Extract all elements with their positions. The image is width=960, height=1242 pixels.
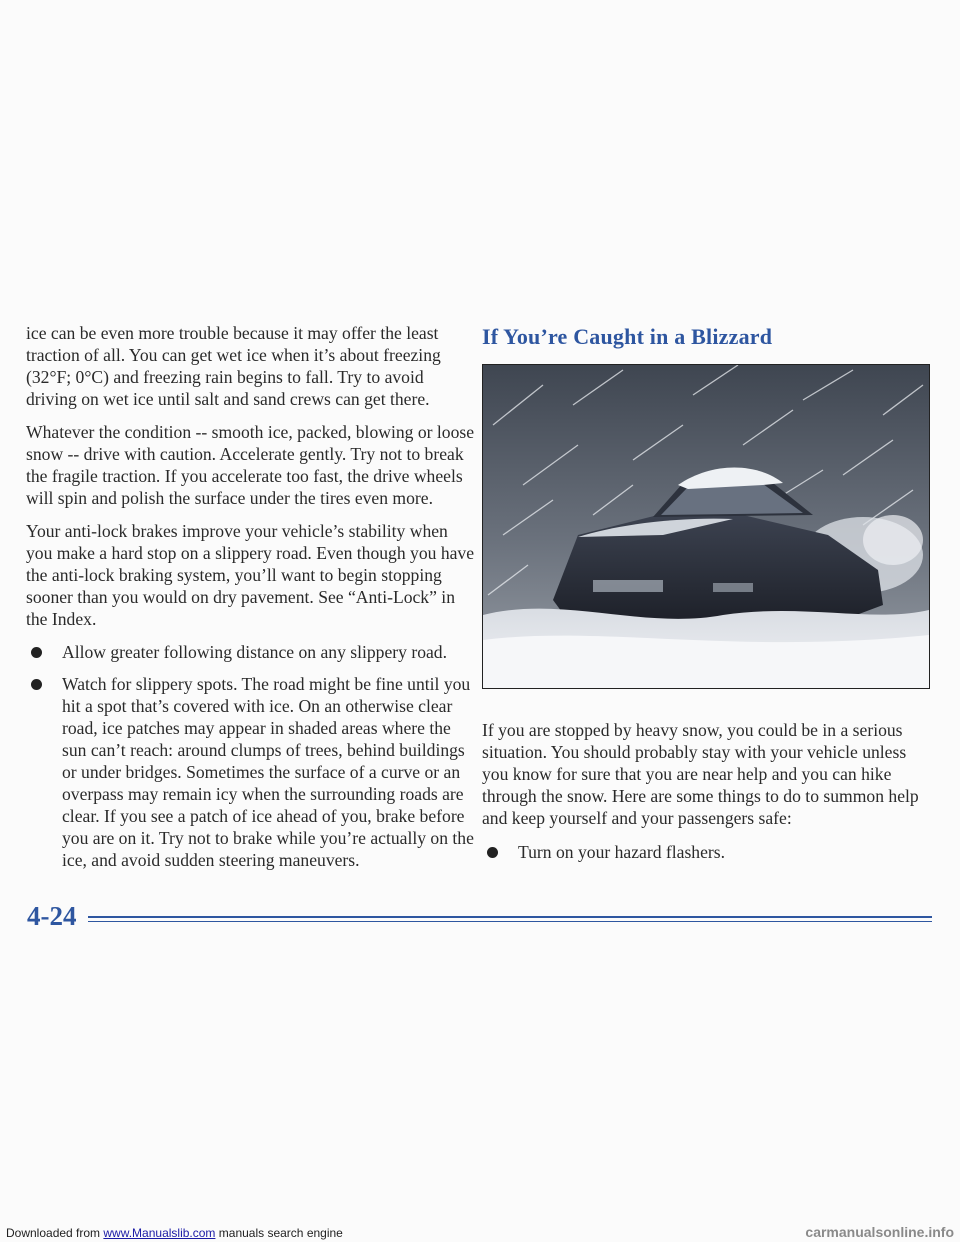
right-column: [482, 322, 934, 873]
bullet-icon: [31, 679, 42, 690]
bullet-text: Turn on your hazard flashers.: [518, 842, 726, 862]
paragraph-drive-caution: Whatever the condition -- smooth ice, packed, blowing or loose snow -- drive with caution. Accelerate gently. Try not to break the fragile traction. If you accelerate too fast, the drive wheels will spin and polish the surface under the tires even more.: [26, 422, 475, 508]
left-column: [26, 322, 478, 881]
section-heading: If You’re Caught in a Blizzard: [482, 324, 773, 349]
paragraph-wet-ice: ice can be even more trouble because it may offer the least traction of all. You can get wet ice when it’s about freezing (32°F; 0°C) and freezing rain begins to fall. Try to avoid driving on wet ice until salt and sand crews can get there.: [26, 323, 441, 409]
watermark: carmanualsonline.info: [805, 1224, 954, 1240]
left-bullet-list: [26, 641, 478, 871]
right-bullet-list: [482, 841, 934, 863]
bullet-text: Allow greater following distance on any slippery road.: [62, 642, 448, 662]
page-footer: [0, 898, 960, 938]
paragraph-stopped-by-snow: If you are stopped by heavy snow, you could be in a serious situation. You should probably stay with your vehicle unless you know for sure that you are near help and you can hike through the snow. Here are some things to do to summon help and keep yourself and your passengers safe:: [482, 720, 919, 828]
page-number: 4-24: [27, 901, 77, 931]
manualslib-link[interactable]: www.Manualslib.com: [103, 1226, 216, 1240]
bullet-icon: [487, 847, 498, 858]
list-item: [26, 641, 478, 663]
download-prefix: Downloaded from: [6, 1226, 104, 1240]
blizzard-car-photo: [482, 364, 930, 689]
paragraph-anti-lock: Your anti-lock brakes improve your vehicle’s stability when you make a hard stop on a slippery road. Even though you have the anti-lock braking system, you’ll want to begin stopping sooner than you would on dry pavement. See “Anti-Lock” in the Index.: [26, 521, 475, 629]
download-bar: [6, 1226, 343, 1240]
list-item: [482, 841, 934, 863]
list-item: [26, 673, 478, 871]
footer-rule-thin: [88, 921, 932, 922]
bullet-icon: [31, 647, 42, 658]
footer-rule: [88, 916, 932, 918]
bullet-text: Watch for slippery spots. The road might be fine until you hit a spot that’s covered with ice. On an otherwise clear road, ice patches may appear in shaded areas where the sun can’t reach: around clumps of trees, behind buildings or under bridges. Sometimes the surface of a curve or an overpass may remain icy when the surrounding roads are clear. If you see a patch of ice ahead of you, brake before you are on it. Try not to brake while you’re actually on the ice, and avoid sudden steering maneuvers.: [62, 674, 474, 870]
download-suffix: manuals search engine: [215, 1226, 343, 1240]
